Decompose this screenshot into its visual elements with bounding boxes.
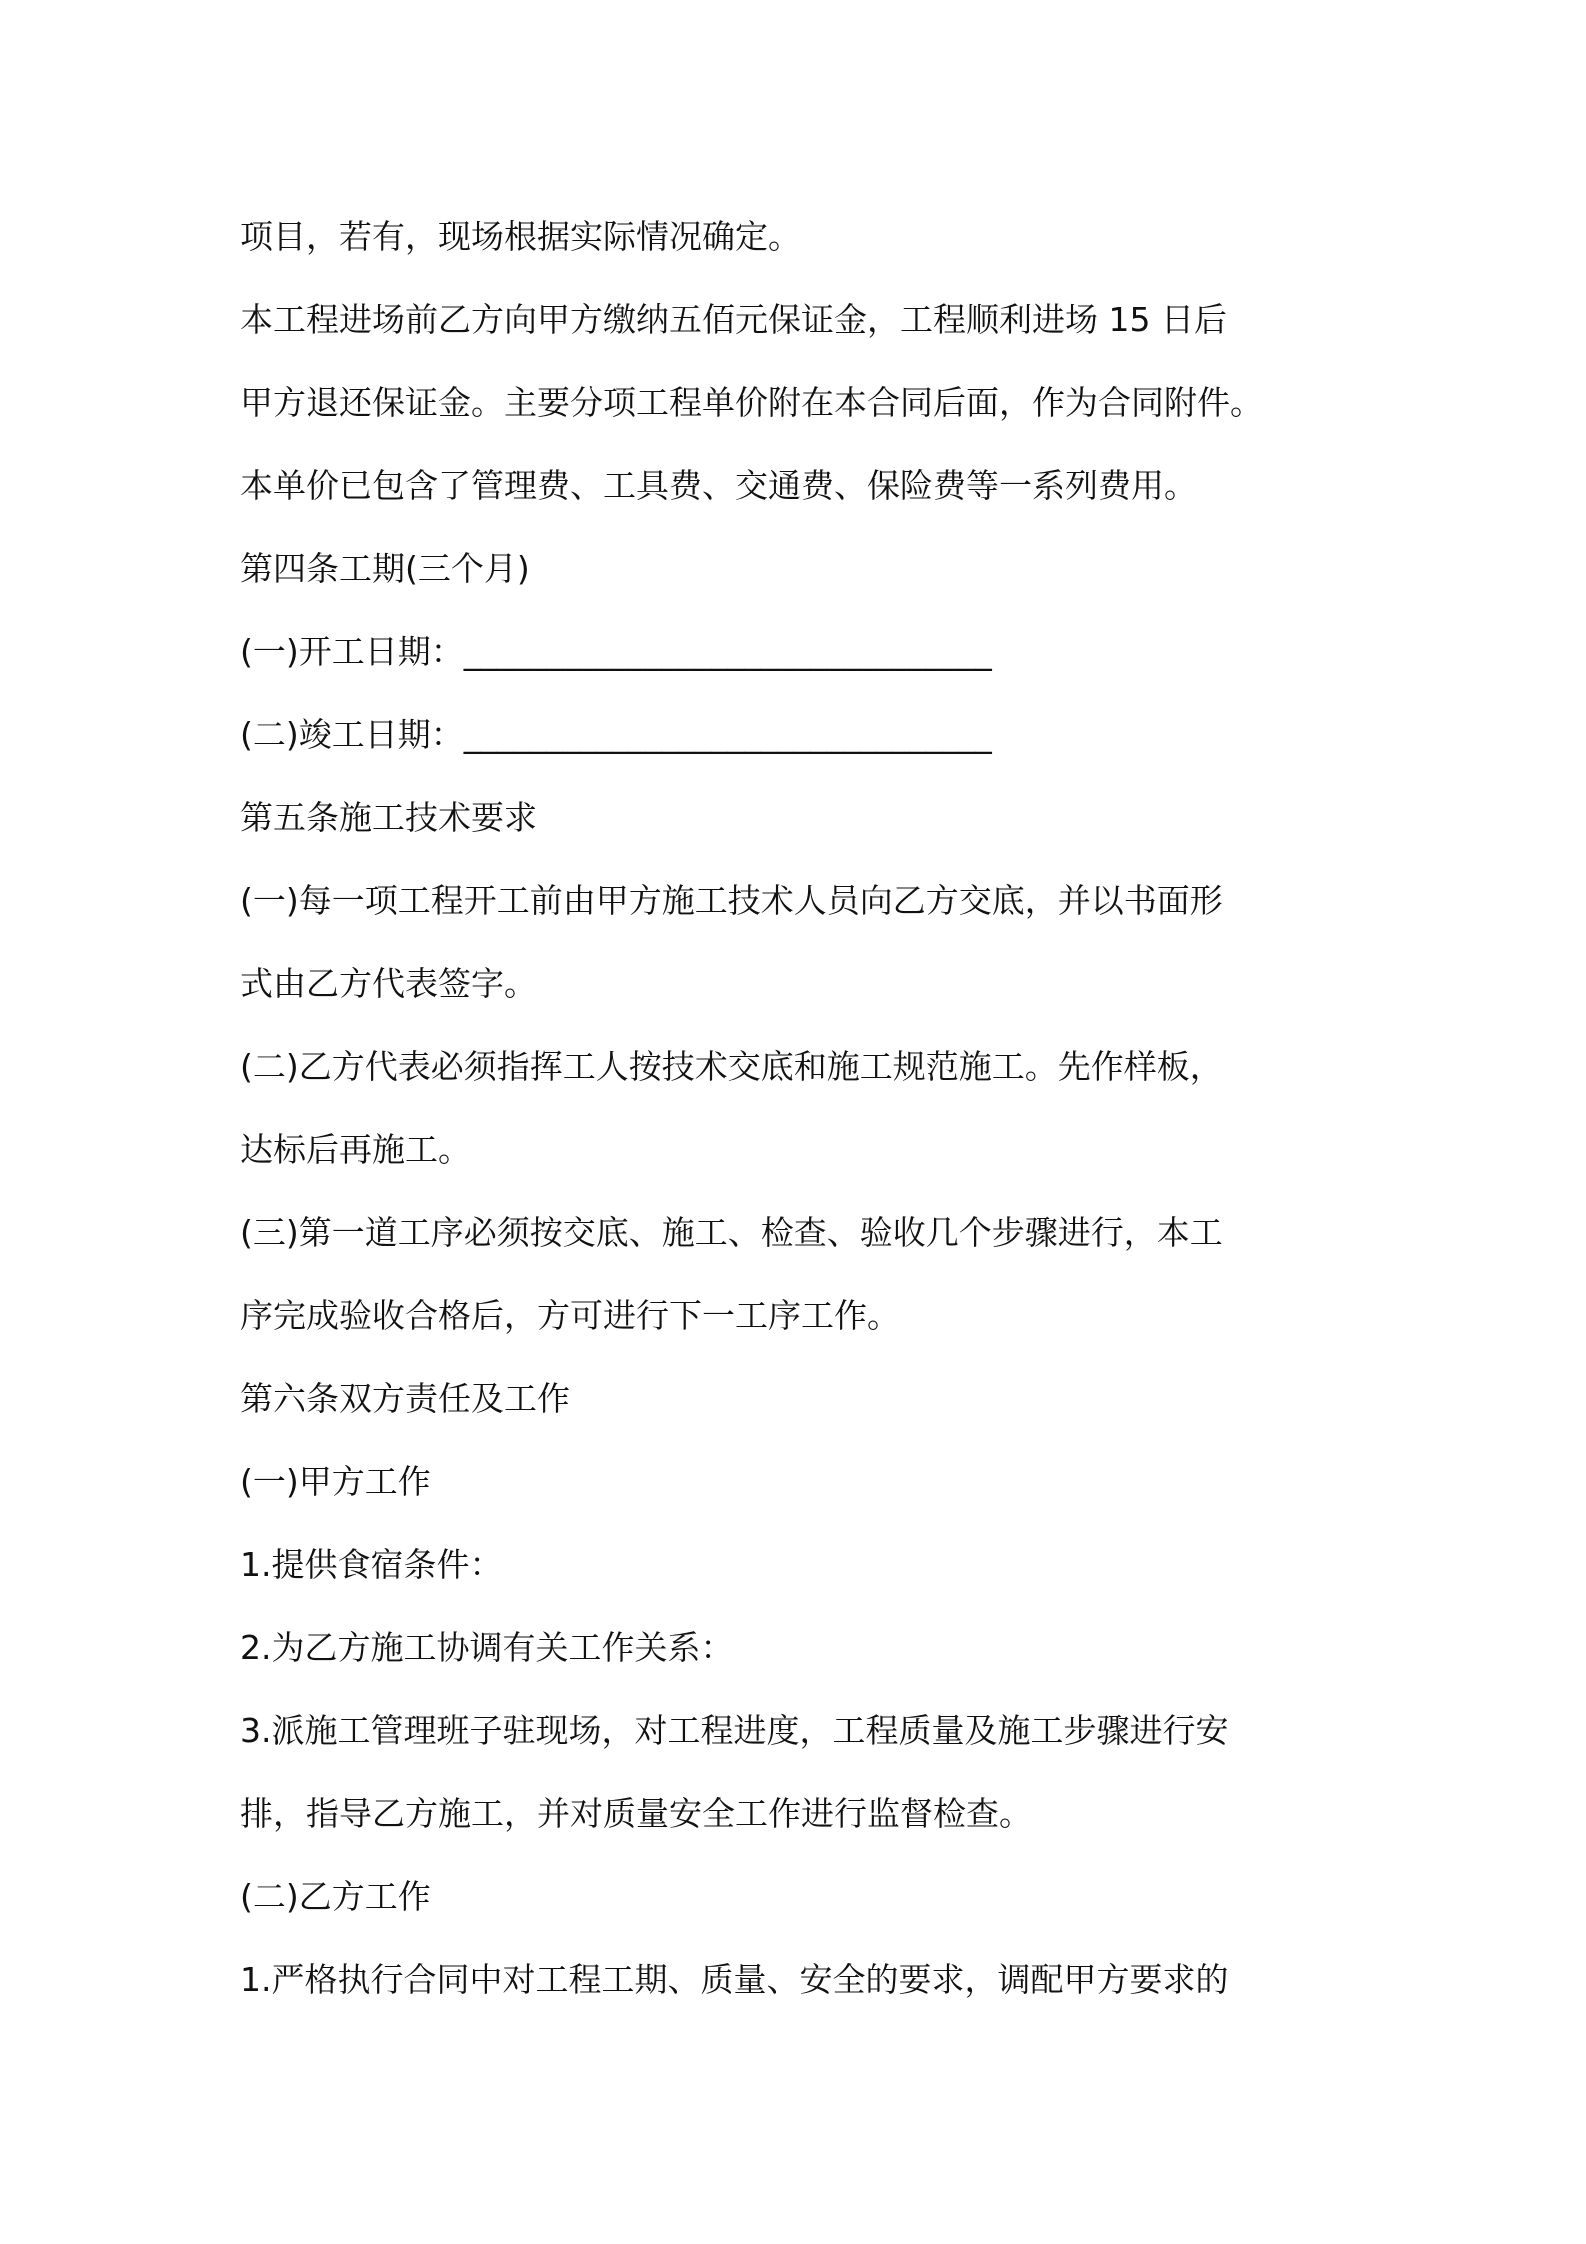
list-item: 3.派施工管理班子驻现场，对工程进度，工程质量及施工步骤进行安 xyxy=(240,1711,1229,1750)
text-line: 本单价已包含了管理费、工具费、交通费、保险费等一系列费用。 xyxy=(240,466,1197,505)
text-line: 本工程进场前乙方向甲方缴纳五佰元保证金，工程顺利进场 15 日后 xyxy=(240,300,1227,339)
document-body xyxy=(240,195,1365,2021)
start-date-line: (一)开工日期：________________________________ xyxy=(240,632,992,671)
section-heading: 第六条双方责任及工作 xyxy=(240,1379,570,1418)
subsection-heading: (二)乙方工作 xyxy=(240,1877,431,1916)
text-line: 式由乙方代表签字。 xyxy=(240,964,537,1003)
section-heading: 第五条施工技术要求 xyxy=(240,798,537,837)
text-line: 项目，若有，现场根据实际情况确定。 xyxy=(240,217,801,256)
text-line: (一)每一项工程开工前由甲方施工技术人员向乙方交底，并以书面形 xyxy=(240,881,1223,920)
list-item: 排，指导乙方施工，并对质量安全工作进行监督检查。 xyxy=(240,1794,1032,1833)
completion-date-line: (二)竣工日期：________________________________ xyxy=(240,715,992,754)
text-line: 甲方退还保证金。主要分项工程单价附在本合同后面，作为合同附件。 xyxy=(240,383,1263,422)
list-item: 1.严格执行合同中对工程工期、质量、安全的要求，调配甲方要求的 xyxy=(240,1960,1229,1999)
text-line: 达标后再施工。 xyxy=(240,1130,471,1169)
text-line: 序完成验收合格后，方可进行下一工序工作。 xyxy=(240,1296,900,1335)
section-heading: 第四条工期(三个月) xyxy=(240,549,530,588)
text-line: (二)乙方代表必须指挥工人按技术交底和施工规范施工。先作样板， xyxy=(240,1047,1223,1086)
text-line: (三)第一道工序必须按交底、施工、检查、验收几个步骤进行，本工 xyxy=(240,1213,1223,1252)
subsection-heading: (一)甲方工作 xyxy=(240,1462,431,1501)
list-item: 2.为乙方施工协调有关工作关系： xyxy=(240,1628,734,1667)
list-item: 1.提供食宿条件： xyxy=(240,1545,503,1584)
